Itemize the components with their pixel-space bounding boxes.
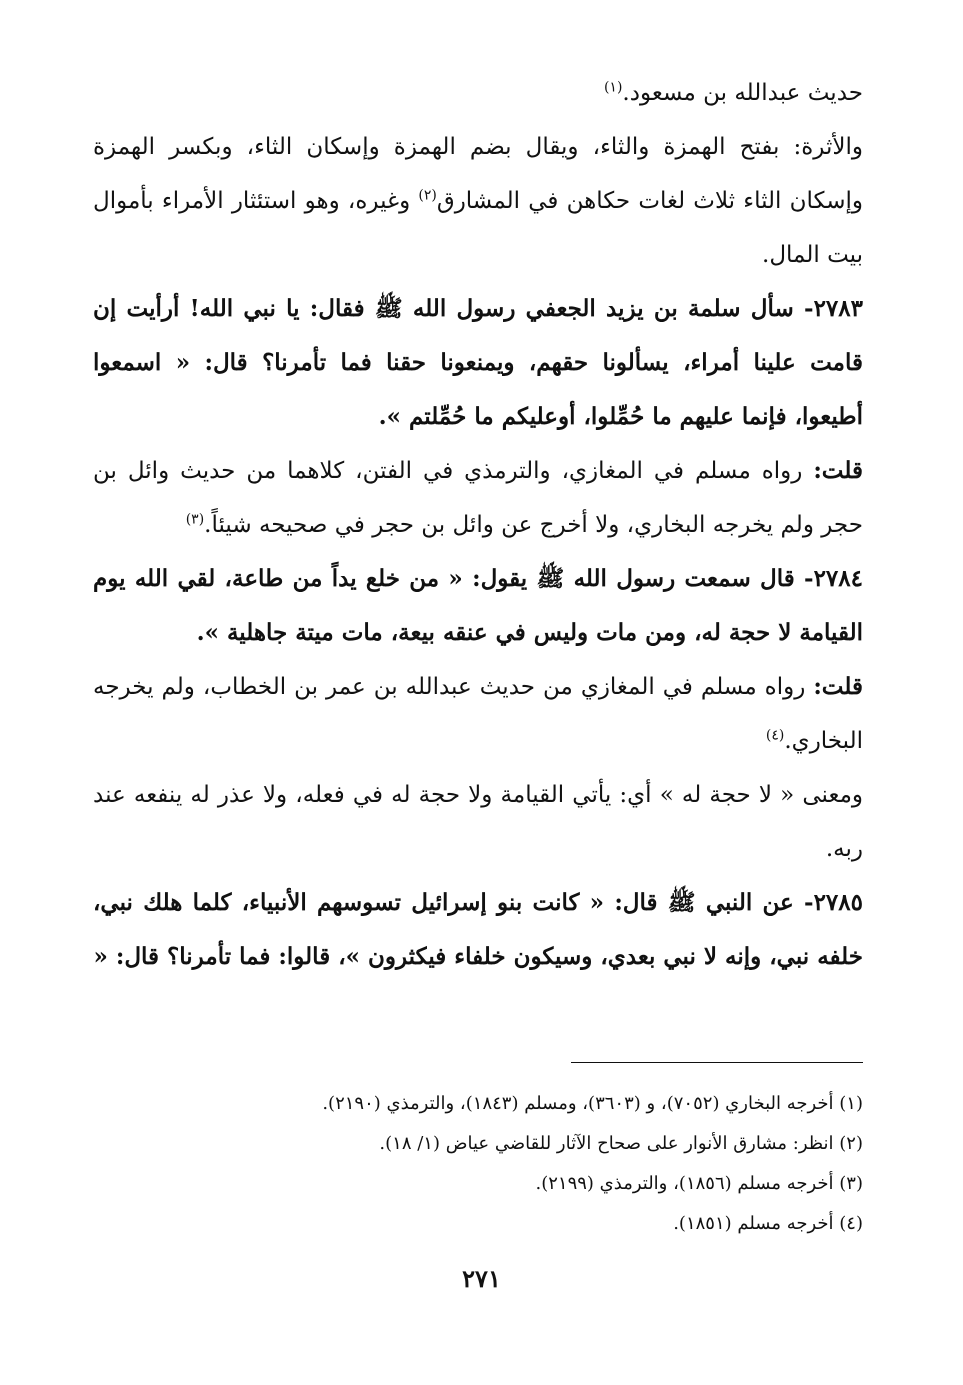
hadith-2785 [93,876,863,984]
hadith-2784 [93,552,863,660]
paragraph-meaning [93,768,863,876]
hadith-2785-number: ٢٧٨٥- [804,889,863,916]
paragraph-athara-text-b: وغيره، وهو استئثار الأمراء بأموال بيت المال. [93,188,863,268]
commentary-2784-label: قلت: [813,673,863,700]
footnote-4: (٤) أخرجه مسلم (١٨٥١). [673,1213,863,1234]
footnote-ref-2: (٢) [418,187,437,204]
page-number: ٢٧١ [462,1264,501,1293]
footnote-ref-3: (٣) [185,511,205,528]
footnote-2: (٢) انظر: مشارق الأنوار على صحاح الآثار للقاضي عياض (١/ ١٨). [379,1133,863,1154]
footnote-1: (١) أخرجه البخاري (٧٠٥٢)، و (٣٦٠٣)، ومسلم (١٨٤٣)، والترمذي (٢١٩٠). [322,1093,863,1114]
commentary-2783 [93,444,863,552]
footnote-divider [571,1062,863,1063]
paragraph-athara [93,120,863,282]
hadith-2785-text: عن النبي ﷺ قال: « كانت بنو إسرائيل تسوسهم الأنبياء، كلما هلك نبي، خلفه نبي، وإنه لا نبي بعدي، وسيكون خلفاء فيكثرون »، قالوا: فما تأمرنا؟ قال: « [93,889,863,970]
hadith-2783 [93,282,863,444]
hadith-2783-text: سأل سلمة بن يزيد الجعفي رسول الله ﷺ فقال: يا نبي الله! أرأيت إن قامت علينا أمراء، يسألونا حقهم، ويمنعونا حقنا فما تأمرنا؟ قال: « اسمعوا أطيعوا، فإنما عليهم ما حُمِّلوا، أوعليكم ما حُمِّلتم ». [93,295,863,430]
paragraph-meaning-text: ومعنى « لا حجة له » أي: يأتي القيامة ولا حجة له في فعله، ولا عذر له ينفعه عند ربه. [93,782,863,862]
commentary-2784-text: رواه مسلم في المغازي من حديث عبدالله بن عمر بن الخطاب، ولم يخرجه البخاري. [93,674,863,754]
hadith-2784-number: ٢٧٨٤- [804,565,863,592]
footnote-ref-4: (٤) [765,727,785,744]
paragraph-intro-text: حديث عبدالله بن مسعود. [622,80,863,106]
paragraph-athara-text-a: والأثرة: بفتح الهمزة والثاء، ويقال بضم الهمزة وإسكان الثاء، وبكسر الهمزة وإسكان الثاء ثلاث لغات حكاهن في المشارق [93,134,863,214]
commentary-2783-text: رواه مسلم في المغازي، والترمذي في الفتن، كلاهما من حديث وائل بن حجر ولم يخرجه البخاري، ولا أخرج عن وائل بن حجر في صحيحه شيئاً. [93,458,863,538]
footnotes [93,1084,863,1244]
main-text [93,66,863,984]
footnote-ref-1: (١) [603,79,623,96]
hadith-2784-text: قال سمعت رسول الله ﷺ يقول: « من خلع يداً من طاعة، لقي الله يوم القيامة لا حجة له، ومن مات وليس في عنقه بيعة، مات ميتة جاهلية ». [93,565,863,646]
paragraph-intro [93,66,863,120]
commentary-2783-label: قلت: [813,457,863,484]
hadith-2783-number: ٢٧٨٣- [804,295,863,322]
footnote-3: (٣) أخرجه مسلم (١٨٥٦)، والترمذي (٢١٩٩). [535,1173,863,1194]
commentary-2784 [93,660,863,768]
